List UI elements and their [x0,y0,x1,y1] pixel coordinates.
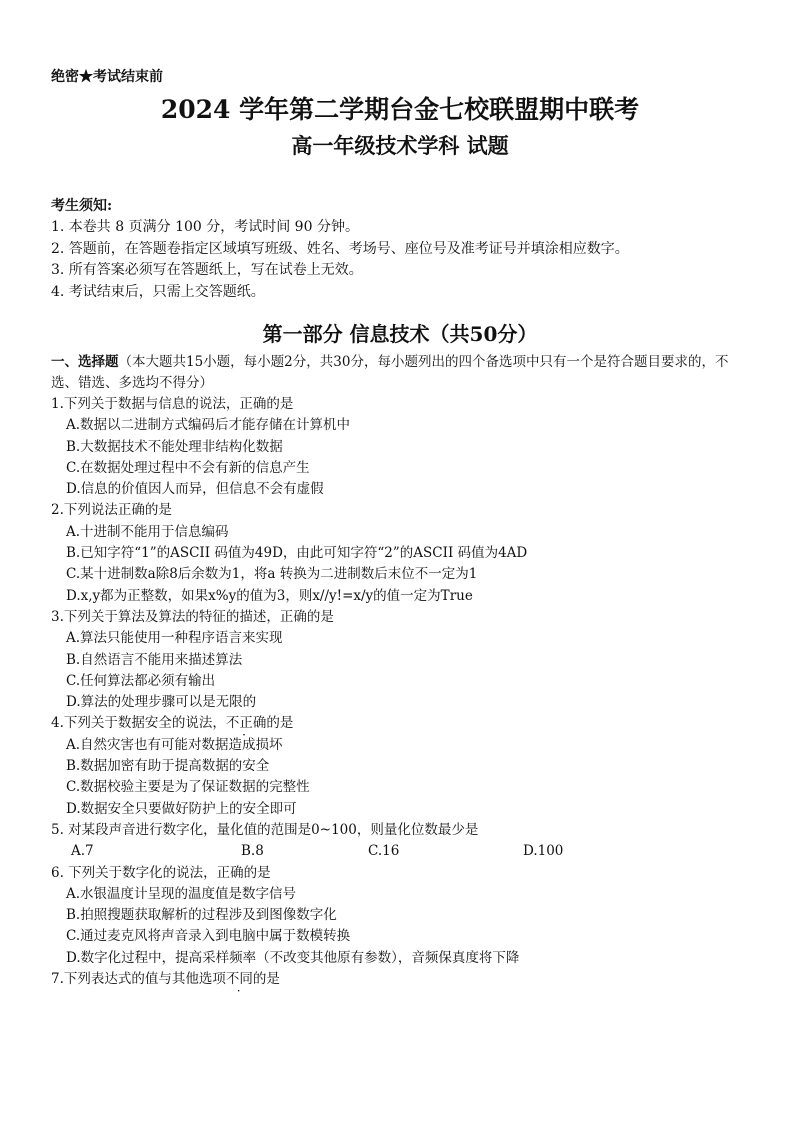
question-option: A.数据以二进制方式编码后才能存储在计算机中 [66,417,351,434]
notice-item: 3. 所有答案必须写在答题纸上，写在试卷上无效。 [51,262,363,279]
stem-text: 的是 [252,971,280,988]
notice-item: 1. 本卷共 8 页满分 100 分，考试时间 90 分钟。 [51,219,359,236]
section-label: 一、选择题 [51,354,119,370]
option-row [51,841,771,862]
question-stem [51,713,771,734]
question-option: D.x,y都为正整数，如果x%y的值为3，则x//y!=x/y的值一定为True [66,587,473,604]
question-option: A.水银温度计呈现的温度值是数字信号 [66,885,297,902]
question-option: D.数据安全只要做好防护上的安全即可 [66,800,297,817]
question-option: B.大数据技术不能处理非结构化数据 [66,438,283,455]
question-option: A.算法只能使用一种程序语言来实现 [66,630,283,647]
part-title: 第一部分 信息技术（共50分） [262,322,538,346]
question-option: D.数字化过程中，提高采样频率（不改变其他原有参数），音频保真度将下降 [66,949,520,966]
question-list [51,394,771,990]
question-option: A.十进制不能用于信息编码 [66,523,229,540]
question-stem: 3.下列关于算法及算法的特征的描述，正确的是 [51,608,334,625]
question-stem: 2.下列说法正确的是 [51,502,172,519]
question-option: D.算法的处理步骤可以是无限的 [66,694,257,711]
notice-item: 4. 考试结束后，只需上交答题纸。 [51,283,265,300]
question-option: C.数据校验主要是为了保证数据的完整性 [66,779,310,796]
notice-heading: 考生须知: [51,198,113,214]
question-option: B.数据加密有助于提高数据的安全 [66,758,270,775]
question-option: A.7 [71,843,94,860]
question-option: B.8 [241,843,264,860]
section-description: （本大题共15小题，每小题2分，共30分，每小题列出的四个备选项中只有一个是符合题目要求的，不选、错选、多选均不得分） [51,354,729,391]
question-option: C.在数据处理过程中不会有新的信息产生 [66,459,310,476]
question-option: C.通过麦克风将声音录入到电脑中属于数模转换 [66,928,351,945]
exam-subtitle: 高一年级技术学科 试题 [291,133,509,158]
question-stem: 5. 对某段声音进行数字化，量化值的范围是0~100，则量化位数最少是 [51,821,479,838]
secret-label: 绝密★考试结束前 [51,69,163,85]
question-option: A.自然灾害也有可能对数据造成损坏 [66,736,283,753]
question-option: C.16 [368,843,400,860]
question-option: C.某十进制数a除8后余数为1，将a 转换为二进制数后末位不一定为1 [66,566,478,583]
candidate-notice [51,196,771,303]
question-option: B.拍照搜题获取解析的过程涉及到图像数字化 [66,907,337,924]
question-option: D.100 [523,843,564,860]
stem-text: 7.下列表达式的值与其他选项 [51,971,226,988]
stem-text: 的是 [266,715,294,732]
notice-item: 2. 答题前，在答题卷指定区域填写班级、姓名、考场号、座位号及准考证号并填涂相应数字。 [51,240,629,257]
emphasis-text: 不同 [225,971,253,988]
section-intro [51,352,751,394]
stem-text: 4.下列关于数据安全的说法， [51,715,226,732]
question-stem: 6. 下列关于数字化的说法，正确的是 [51,864,271,881]
exam-title: 2024 学年第二学期台金七校联盟期中联考 [160,95,640,124]
question-option: B.已知字符“1”的ASCII 码值为49D，由此可知字符“2”的ASCII 码值为4AD [66,545,528,562]
question-option: D.信息的价值因人而异，但信息不会有虚假 [66,481,324,498]
emphasis-text: 不正确 [225,715,267,732]
question-stem [51,969,771,990]
question-stem: 1.下列关于数据与信息的说法，正确的是 [51,396,294,412]
question-option: C.任何算法都必须有输出 [66,672,216,689]
question-option: B.自然语言不能用来描述算法 [66,651,243,668]
